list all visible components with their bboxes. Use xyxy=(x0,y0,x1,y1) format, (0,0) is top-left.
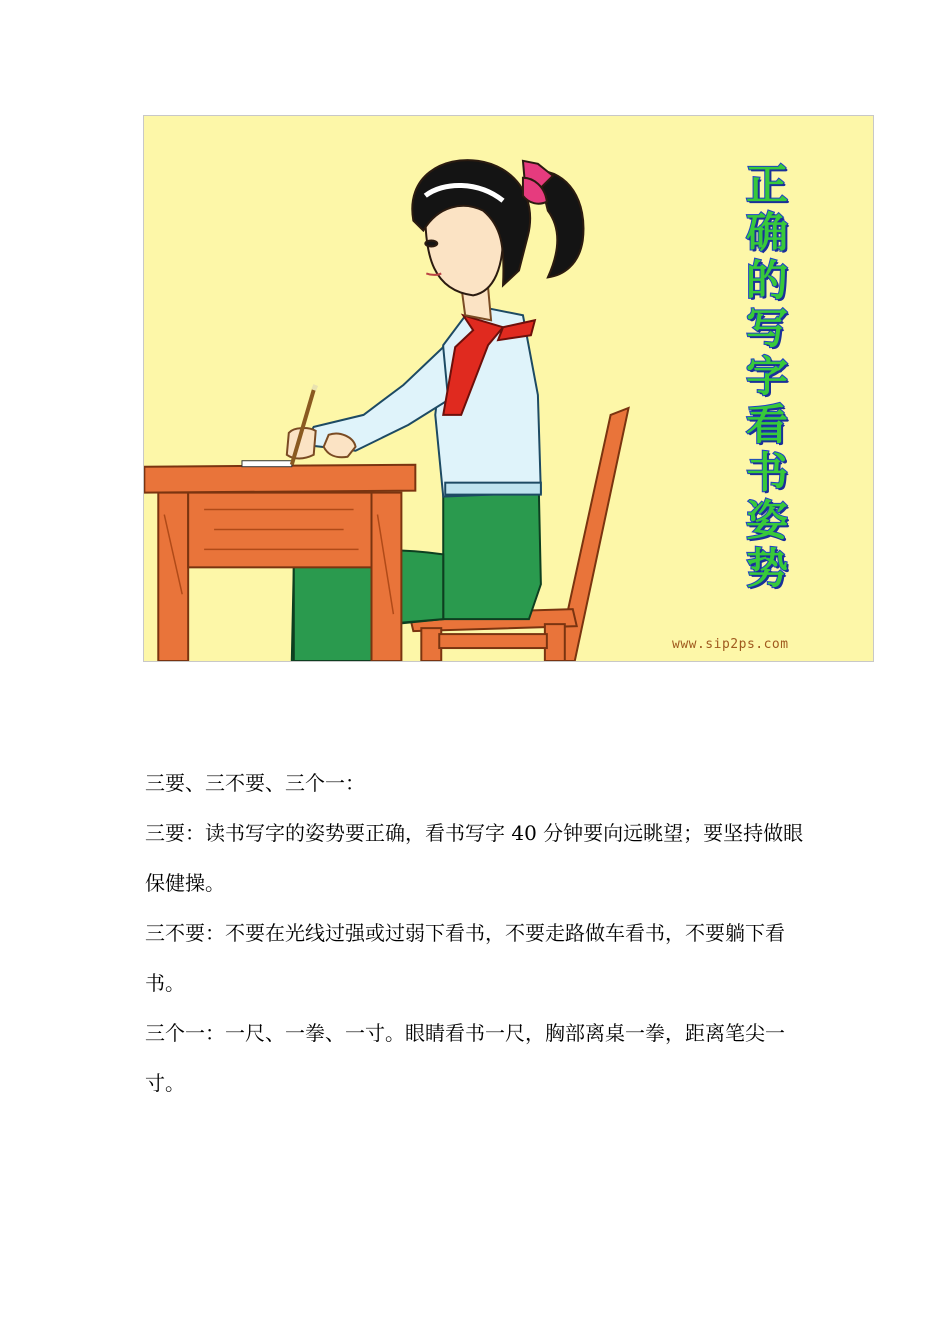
rules-heading: 三要、三不要、三个一： xyxy=(145,771,365,795)
title-char: 书 xyxy=(745,448,788,497)
rule-three-donts: 三不要：不要在光线过强或过弱下看书，不要走路做车看书，不要躺下看书。 xyxy=(145,921,785,995)
title-char: 势 xyxy=(745,544,788,593)
title-char: 的 xyxy=(745,256,788,305)
title-char: 确 xyxy=(745,208,788,257)
rule-three-musts: 三要：读书写字的姿势要正确，看书写字 40 分钟要向远眺望；要坚持做眼保健操。 xyxy=(145,821,804,895)
rule-three-ones: 三个一：一尺、一拳、一寸。眼睛看书一尺，胸部离桌一拳，距离笔尖一寸。 xyxy=(145,1021,785,1095)
title-char: 姿 xyxy=(745,496,788,545)
watermark: www.sip2ps.com xyxy=(672,637,789,652)
posture-illustration xyxy=(143,115,874,662)
title-char: 正 xyxy=(745,160,788,209)
title-char: 看 xyxy=(745,400,788,449)
vertical-title xyxy=(740,161,794,593)
title-char: 字 xyxy=(745,352,788,401)
title-char: 写 xyxy=(745,304,788,353)
paper xyxy=(242,461,292,467)
posture-rules xyxy=(145,758,815,1108)
